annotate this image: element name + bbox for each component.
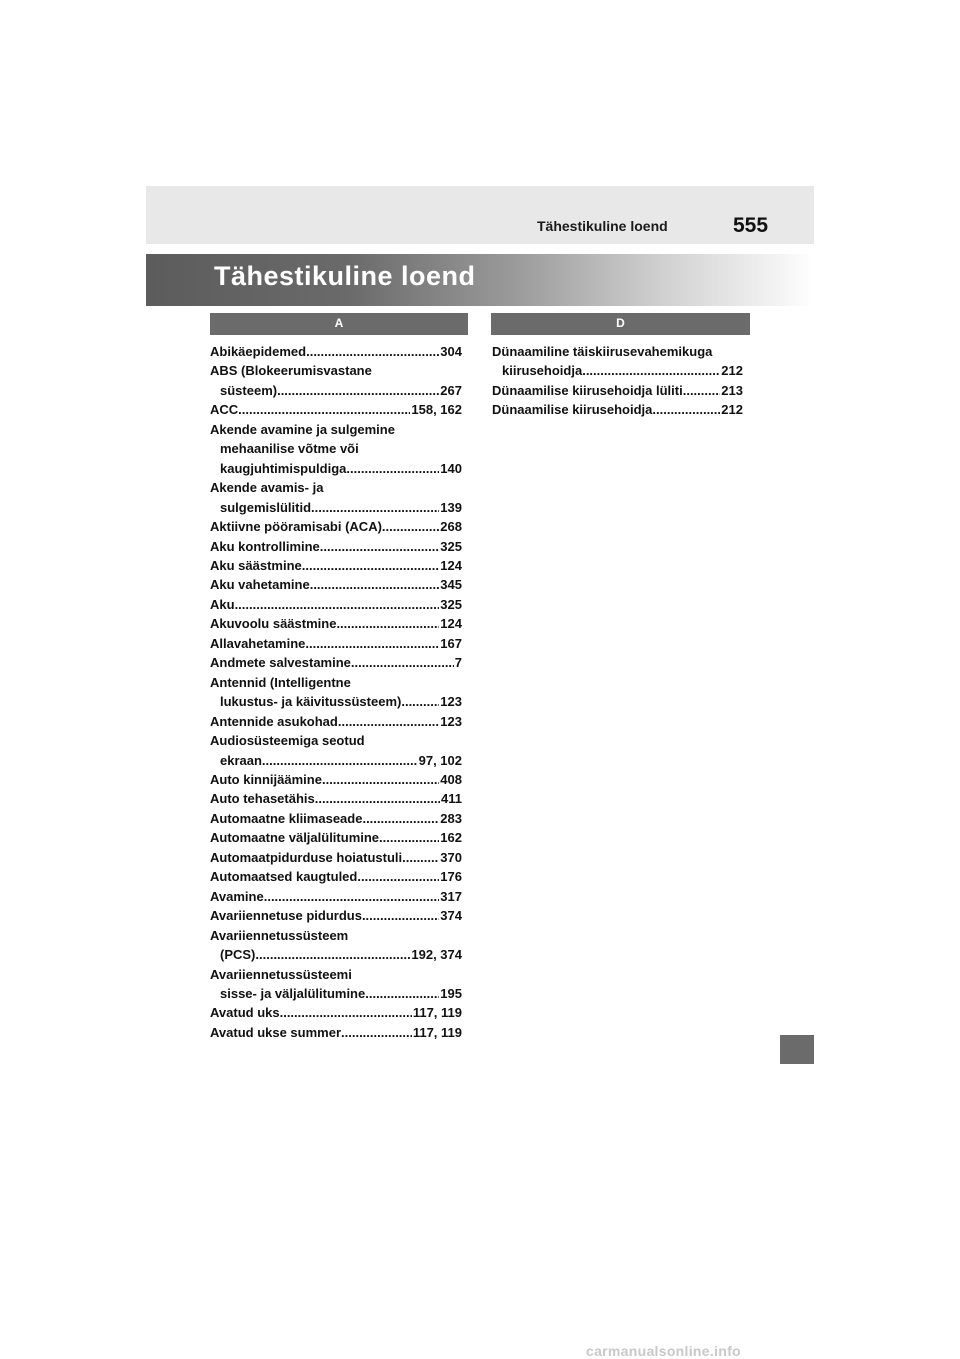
dot-leader: [379, 828, 439, 847]
page-reference: 317: [440, 888, 462, 904]
index-entry-line-with-page: [210, 945, 462, 964]
index-entry: [210, 537, 462, 556]
dot-leader: [338, 712, 439, 731]
dot-leader: [306, 342, 439, 361]
index-term: Akuvoolu säästmine: [210, 616, 337, 632]
index-entry-line-with-page: [210, 867, 462, 886]
page-reference: 408: [440, 771, 462, 787]
page-reference: 325: [440, 538, 462, 554]
index-entry: [210, 887, 462, 906]
index-entry: [492, 342, 743, 381]
dot-leader: [305, 634, 439, 653]
page-reference: 212: [721, 402, 743, 418]
index-term: Dünaamiline täiskiirusevahemikuga: [492, 344, 713, 359]
dot-leader: [362, 809, 439, 828]
index-term: Aku vahetamine: [210, 577, 310, 593]
index-entry-line: [210, 439, 462, 458]
dot-leader: [652, 400, 720, 419]
index-entry-line-with-page: [210, 653, 462, 672]
index-entry: [210, 673, 462, 712]
index-entry-line-with-page: [210, 342, 462, 361]
index-entry: [210, 478, 462, 517]
index-column-d: [492, 342, 743, 420]
page-reference: 139: [440, 499, 462, 515]
index-term: Auto kinnijäämine: [210, 771, 322, 787]
index-entry-line-with-page: [210, 848, 462, 867]
dot-leader: [264, 887, 440, 906]
index-entry-line: [210, 965, 462, 984]
index-entry-line-with-page: [210, 1023, 462, 1042]
page-number: 555: [733, 214, 769, 237]
dot-leader: [280, 1003, 412, 1022]
index-term: Automaatpidurduse hoiatustuli: [210, 849, 403, 865]
page-reference: 267: [440, 382, 462, 398]
index-entry: [210, 926, 462, 965]
index-entry: [210, 906, 462, 925]
index-entry-line-with-page: [210, 906, 462, 925]
index-entry-line-with-page: [210, 556, 462, 575]
page-reference: 117, 119: [412, 1024, 462, 1040]
index-entry-line-with-page: [210, 459, 462, 478]
index-term: kaugjuhtimispuldiga: [220, 460, 347, 476]
index-term: Avamine: [210, 888, 264, 904]
index-entry: [210, 342, 462, 361]
index-term: Aktiivne pööramisabi (ACA): [210, 519, 382, 535]
index-entry-line-with-page: [210, 634, 462, 653]
dot-leader: [262, 751, 418, 770]
dot-leader: [357, 867, 439, 886]
index-term: Aku kontrollimine: [210, 538, 320, 554]
letter-header-d: D: [491, 313, 750, 335]
page-reference: 212: [721, 363, 743, 379]
index-term: Abikäepidemed: [210, 344, 307, 359]
index-term: kiirusehoidja: [502, 363, 583, 379]
index-term: Automaatne väljalülitumine: [210, 830, 380, 846]
index-term: Dünaamilise kiirusehoidja lüliti: [492, 382, 683, 398]
index-entry: [210, 634, 462, 653]
index-entry: [210, 965, 462, 1004]
dot-leader: [401, 692, 439, 711]
index-entry: [210, 867, 462, 886]
index-term: Audiosüsteemiga seotud: [210, 733, 365, 749]
page-reference: 283: [440, 810, 462, 826]
dot-leader: [341, 1023, 412, 1042]
dot-leader: [365, 984, 439, 1003]
index-entry: [210, 809, 462, 828]
index-term: Allavahetamine: [210, 635, 306, 651]
index-entry: [492, 381, 743, 400]
index-term: ABS (Blokeerumisvastane: [210, 363, 372, 379]
page-reference: 268: [440, 519, 462, 535]
index-entry: [210, 789, 462, 808]
index-entry-line-with-page: [210, 828, 462, 847]
index-entry-line-with-page: [210, 887, 462, 906]
index-entry: [210, 420, 462, 478]
index-entry: [210, 361, 462, 400]
index-column-a: [210, 342, 462, 1042]
dot-leader: [315, 789, 440, 808]
index-entry-line-with-page: [210, 537, 462, 556]
index-entry-line: [210, 731, 462, 750]
index-entry-line-with-page: [210, 498, 462, 517]
index-term: Akende avamine ja sulgemine: [210, 421, 395, 437]
index-entry-line-with-page: [210, 712, 462, 731]
index-entry-line-with-page: [210, 517, 462, 536]
dot-leader: [683, 381, 721, 400]
index-entry: [210, 731, 462, 770]
page-reference: 213: [721, 382, 743, 398]
index-entry: [210, 575, 462, 594]
page-reference: 97, 102: [418, 752, 462, 768]
page-reference: 123: [440, 694, 462, 710]
letter-header-a: A: [210, 313, 468, 335]
index-entry-line: [210, 420, 462, 439]
index-term: ekraan: [220, 752, 262, 768]
index-entry: [492, 400, 743, 419]
dot-leader: [277, 381, 439, 400]
page-reference: 7: [454, 655, 462, 671]
page-reference: 162: [440, 830, 462, 846]
watermark: carmanualsonline.info: [586, 1343, 741, 1359]
page-title: Tähestikuline loend: [214, 261, 476, 291]
index-term: Auto tehasetähis: [210, 791, 315, 807]
page-reference: 167: [440, 635, 462, 651]
dot-leader: [402, 848, 439, 867]
dot-leader: [382, 517, 439, 536]
index-entry-line-with-page: [210, 614, 462, 633]
index-term: lukustus- ja käivitussüsteem): [220, 694, 402, 710]
index-entry-line-with-page: [210, 595, 462, 614]
index-term: Aku säästmine: [210, 557, 302, 573]
index-term: Avariiennetussüsteem: [210, 927, 349, 943]
index-term: Avatud uks: [210, 1005, 280, 1021]
index-term: Akende avamis- ja: [210, 480, 324, 496]
index-entry: [210, 770, 462, 789]
index-entry-line: [210, 926, 462, 945]
page-reference: 192, 374: [411, 947, 462, 963]
index-entry: [210, 653, 462, 672]
page-reference: 411: [441, 791, 462, 807]
dot-leader: [351, 653, 454, 672]
page-reference: 117, 119: [412, 1005, 462, 1021]
section-thumb-tab: [780, 1035, 814, 1064]
index-term: Antennid (Intelligentne: [210, 674, 351, 690]
index-entry: [210, 712, 462, 731]
dot-leader: [336, 614, 439, 633]
index-entry-line-with-page: [210, 789, 462, 808]
index-entry-line-with-page: [210, 1003, 462, 1022]
index-entry-line: [210, 361, 462, 380]
index-term: süsteem): [220, 382, 278, 398]
index-term: mehaanilise võtme või: [220, 441, 359, 457]
index-term: Automaatne kliimaseade: [210, 810, 363, 826]
index-term: Antennide asukohad: [210, 713, 338, 729]
index-entry: [210, 400, 462, 419]
dot-leader: [238, 400, 410, 419]
index-entry: [210, 1003, 462, 1022]
index-entry-line-with-page: [492, 400, 743, 419]
header-band: [146, 186, 814, 244]
page-reference: 370: [440, 849, 462, 865]
index-entry-line-with-page: [210, 692, 462, 711]
page-reference: 325: [440, 596, 462, 612]
dot-leader: [322, 770, 439, 789]
index-entry-line-with-page: [210, 770, 462, 789]
page-reference: 158, 162: [411, 402, 462, 418]
page-reference: 345: [440, 577, 462, 593]
page-reference: 374: [440, 908, 462, 924]
page-reference: 304: [440, 344, 462, 359]
index-term: Avariiennetussüsteemi: [210, 966, 352, 982]
index-entry-line-with-page: [210, 400, 462, 419]
index-term: (PCS): [220, 947, 256, 963]
index-entry-line-with-page: [210, 984, 462, 1003]
index-term: Dünaamilise kiirusehoidja: [492, 402, 653, 418]
dot-leader: [582, 361, 720, 380]
index-entry-line: [492, 342, 743, 361]
page-reference: 123: [440, 713, 462, 729]
index-entry: [210, 614, 462, 633]
index-entry-line: [210, 478, 462, 497]
dot-leader: [362, 906, 439, 925]
dot-leader: [346, 459, 439, 478]
index-term: Aku: [210, 596, 235, 612]
index-entry-line-with-page: [492, 381, 743, 400]
dot-leader: [320, 537, 440, 556]
index-entry: [210, 517, 462, 536]
index-term: Automaatsed kaugtuled: [210, 869, 358, 885]
index-term: sisse- ja väljalülitumine: [220, 985, 366, 1001]
index-entry-line-with-page: [210, 809, 462, 828]
index-term: Avariiennetuse pidurdus: [210, 908, 362, 924]
index-entry: [210, 595, 462, 614]
index-entry: [210, 848, 462, 867]
page-reference: 124: [440, 557, 462, 573]
index-term: Andmete salvestamine: [210, 655, 351, 671]
index-entry: [210, 828, 462, 847]
dot-leader: [235, 595, 440, 614]
page-reference: 176: [440, 869, 462, 885]
index-entry-line: [210, 673, 462, 692]
dot-leader: [255, 945, 410, 964]
index-term: Avatud ukse summer: [210, 1024, 342, 1040]
index-term: sulgemislülitid: [220, 499, 312, 515]
running-header-title: Tähestikuline loend: [537, 218, 668, 234]
dot-leader: [311, 498, 439, 517]
index-entry-line-with-page: [210, 575, 462, 594]
index-entry: [210, 1023, 462, 1042]
dot-leader: [310, 575, 440, 594]
dot-leader: [302, 556, 440, 575]
page-reference: 195: [440, 985, 462, 1001]
index-entry-line-with-page: [210, 381, 462, 400]
index-entry-line-with-page: [210, 751, 462, 770]
index-entry-line-with-page: [492, 361, 743, 380]
page-reference: 140: [440, 460, 462, 476]
index-entry: [210, 556, 462, 575]
page-reference: 124: [440, 616, 462, 632]
index-term: ACC: [210, 402, 239, 418]
